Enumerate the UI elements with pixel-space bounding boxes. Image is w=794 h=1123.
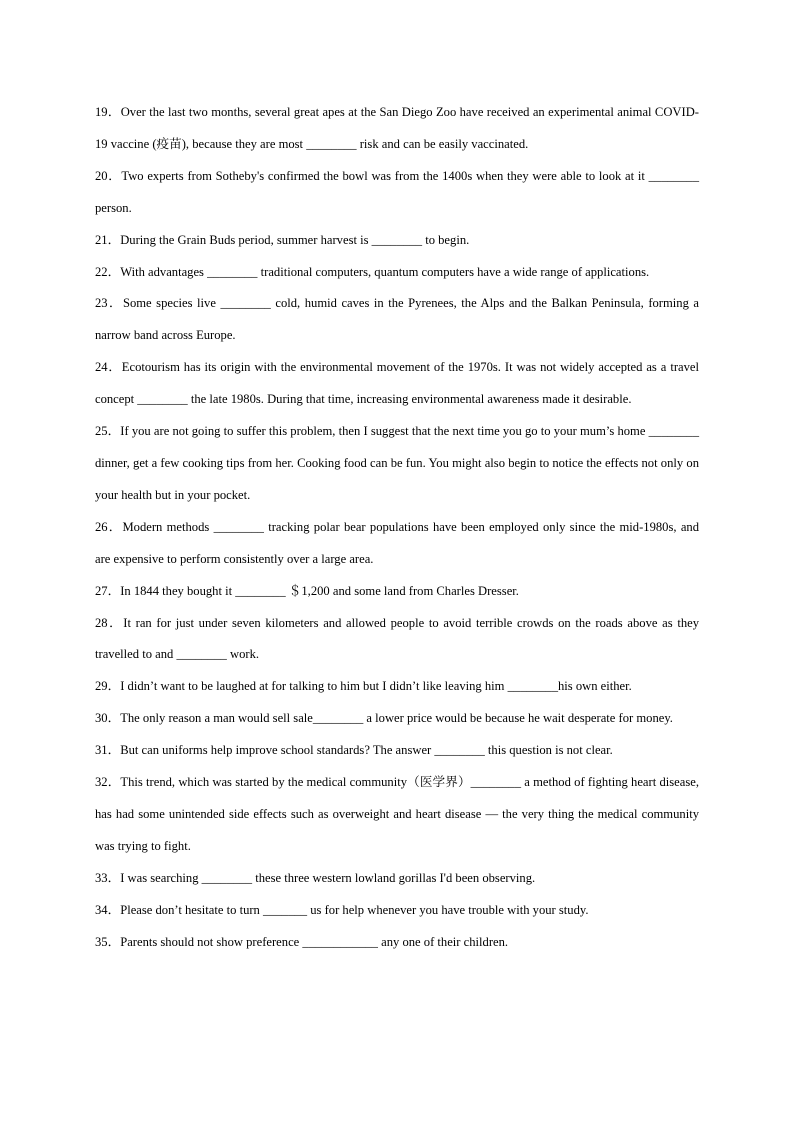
question-number: 25． (95, 424, 121, 439)
question-text: Over the last two months, several great apes at the San Diego Zoo have received an experimental animal COVID-19 vaccine (疫苗), because they are most ________ risk and can be easily vaccinated. (95, 105, 699, 151)
question-number: 22． (95, 264, 121, 279)
question-number: 20． (95, 168, 122, 183)
question-33 (95, 863, 699, 895)
question-number: 26． (95, 519, 123, 534)
question-20 (95, 161, 699, 225)
question-text: With advantages ________ traditional computers, quantum computers have a wide range of applications. (120, 264, 650, 279)
question-number: 32． (95, 775, 121, 790)
question-text: During the Grain Buds period, summer harvest is ________ to begin. (120, 232, 470, 247)
question-number: 21． (95, 232, 121, 247)
question-number: 19． (95, 105, 121, 119)
question-19 (95, 97, 699, 161)
question-24 (95, 352, 699, 416)
question-31 (95, 735, 699, 767)
question-text: Please don’t hesitate to turn _______ us for help whenever you have trouble with your study. (120, 902, 589, 917)
question-34 (95, 895, 699, 927)
question-text: It ran for just under seven kilometers and allowed people to avoid terrible crowds on the roads above as they travelled to and ________ work. (95, 615, 699, 662)
question-28 (95, 608, 699, 672)
question-number: 30． (95, 711, 121, 726)
question-text: This trend, which was started by the medical community（医学界）________ a method of fighting heart disease, has had some unintended side effects such as overweight and heart disease — the very thing the medical community was trying to fight. (95, 775, 699, 853)
question-25 (95, 416, 699, 512)
question-text: Two experts from Sotheby's confirmed the bowl was from the 1400s when they were able to look at it ________ person. (95, 168, 699, 215)
question-number: 31． (95, 743, 121, 758)
question-30 (95, 703, 699, 735)
question-27 (95, 576, 699, 608)
question-text: Parents should not show preference ____________ any one of their children. (120, 934, 509, 949)
question-number: 27． (95, 583, 121, 598)
question-number: 23． (95, 296, 123, 311)
question-22 (95, 257, 699, 289)
question-23 (95, 288, 699, 352)
question-text: In 1844 they bought it ________ ＄1,200 and some land from Charles Dresser. (120, 583, 519, 598)
question-32 (95, 767, 699, 863)
question-text: I was searching ________ these three western lowland gorillas I'd been observing. (120, 870, 536, 885)
question-text: Some species live ________ cold, humid caves in the Pyrenees, the Alps and the Balkan Peninsula, forming a narrow band across Europe. (95, 296, 700, 343)
question-number: 34． (95, 902, 121, 917)
exercise-sheet (95, 97, 699, 958)
question-text: The only reason a man would sell sale________ a lower price would be because he wait desperate for money. (120, 711, 673, 726)
question-number: 35． (95, 934, 121, 949)
question-26 (95, 512, 699, 576)
question-text: Ecotourism has its origin with the environmental movement of the 1970s. It was not widely accepted as a travel concept ________ the late 1980s. During that time, increasing environmental awareness made it desirable. (95, 360, 699, 407)
question-number: 29． (95, 679, 121, 694)
question-number: 33． (95, 870, 121, 885)
question-35 (95, 927, 699, 959)
question-text: If you are not going to suffer this problem, then I suggest that the next time you go to your mum’s home ________ dinner, get a few cooking tips from her. Cooking food can be fun. You might also begin to notice the effects not only on your health but in your pocket. (95, 424, 700, 502)
question-text: But can uniforms help improve school standards? The answer ________ this question is not clear. (120, 743, 613, 758)
question-text: Modern methods ________ tracking polar bear populations have been employed only since the mid-1980s, and are expensive to perform consistently over a large area. (95, 519, 699, 566)
question-21 (95, 225, 699, 257)
question-29 (95, 671, 699, 703)
question-text: I didn’t want to be laughed at for talking to him but I didn’t like leaving him ________his own either. (120, 679, 632, 694)
question-number: 24． (95, 360, 122, 375)
question-number: 28． (95, 615, 124, 630)
